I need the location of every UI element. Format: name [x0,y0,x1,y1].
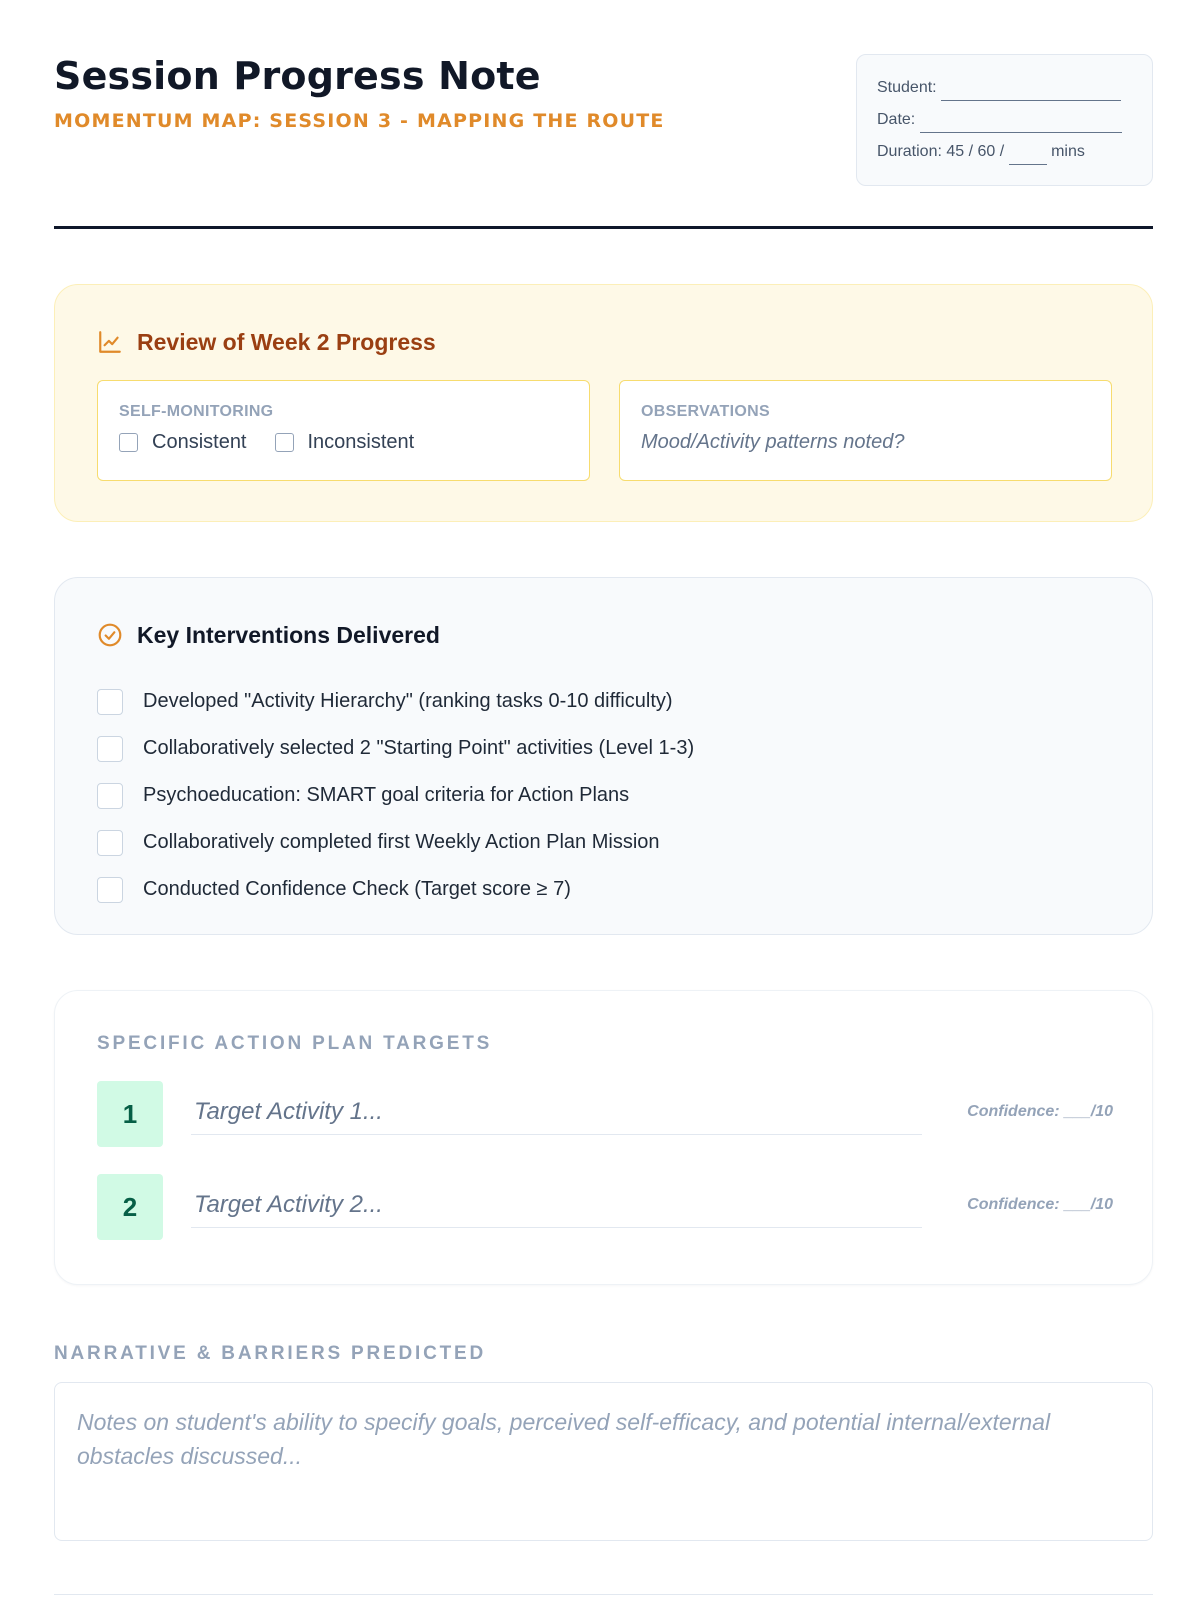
intervention-item [97,772,694,819]
target-confidence[interactable]: Confidence: ___/10 [967,1103,1113,1120]
intervention-checkbox[interactable] [97,689,123,715]
observations-box[interactable] [619,380,1112,481]
targets-card [54,990,1153,1285]
intervention-label: Collaboratively selected 2 "Starting Point" activities (Level 1-3) [143,737,695,759]
inconsistent-label: Inconsistent [307,431,415,453]
line-chart-icon [97,329,123,355]
narrative-label: NARRATIVE & BARRIERS PREDICTED [54,1343,487,1364]
intervention-checkbox[interactable] [97,830,123,856]
header-divider [54,226,1153,229]
duration-field[interactable] [877,139,1132,171]
self-monitoring-options [119,431,568,454]
student-blank[interactable] [941,83,1121,101]
consistent-checkbox[interactable] [119,433,138,452]
observations-label: OBSERVATIONS [641,403,770,420]
interventions-title: Key Interventions Delivered [137,621,440,648]
intervention-label: Conducted Confidence Check (Target score ≥ 7) [143,878,571,900]
page-title: Session Progress Note [54,54,541,98]
observations-prompt: Mood/Activity patterns noted? [641,431,905,453]
interventions-list [97,678,694,913]
intervention-label: Developed "Activity Hierarchy" (ranking tasks 0-10 difficulty) [143,690,673,712]
review-card [54,284,1153,522]
targets-label: SPECIFIC ACTION PLAN TARGETS [97,1033,493,1054]
review-title: Review of Week 2 Progress [137,328,436,355]
interventions-heading [97,620,440,650]
intervention-label: Collaboratively completed first Weekly Action Plan Mission [143,831,660,853]
target-number-badge: 2 [97,1174,163,1240]
target-activity-input[interactable]: Target Activity 2... [191,1182,922,1228]
target-row [97,1174,1113,1240]
interventions-card [54,577,1153,935]
self-monitoring-box [97,380,590,481]
intervention-checkbox[interactable] [97,783,123,809]
self-monitoring-label: SELF-MONITORING [119,403,274,420]
consistent-label: Consistent [152,431,247,453]
duration-blank[interactable] [1009,147,1047,165]
page-subtitle: MOMENTUM MAP: SESSION 3 - MAPPING THE ROUTE [54,110,665,132]
check-circle-icon [97,622,123,648]
student-field[interactable] [877,75,1132,107]
target-activity-input[interactable]: Target Activity 1... [191,1089,922,1135]
session-meta-box [856,54,1153,186]
header [54,54,1153,184]
date-field[interactable] [877,107,1132,139]
narrative-textarea[interactable]: Notes on student's ability to specify goals, perceived self-efficacy, and potential internal/external obstacles discussed... [54,1382,1153,1541]
intervention-checkbox[interactable] [97,877,123,903]
target-row [97,1081,1113,1147]
duration-unit: mins [1051,143,1085,160]
intervention-item [97,725,694,772]
intervention-item [97,866,694,913]
student-label: Student: [877,79,937,96]
intervention-item [97,678,694,725]
target-confidence[interactable]: Confidence: ___/10 [967,1196,1113,1213]
intervention-label: Psychoeducation: SMART goal criteria for Action Plans [143,784,630,806]
review-heading [97,327,436,357]
inconsistent-checkbox[interactable] [275,433,294,452]
date-blank[interactable] [920,115,1122,133]
intervention-checkbox[interactable] [97,736,123,762]
duration-label: Duration: 45 / 60 / [877,143,1005,160]
target-number-badge: 1 [97,1081,163,1147]
date-label: Date: [877,111,916,128]
bottom-divider [54,1594,1153,1595]
intervention-item [97,819,694,866]
